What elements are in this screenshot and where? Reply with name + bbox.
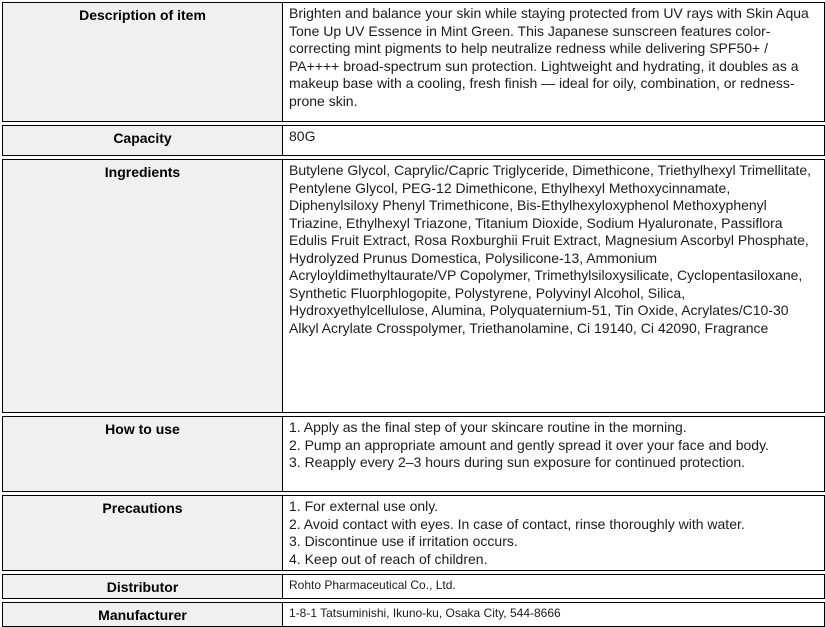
how-to-use-step-3: 3. Reapply every 2–3 hours during sun exposure for continued protection. [289,454,746,470]
precaution-2: 2. Avoid contact with eyes. In case of contact, rinse thoroughly with water. [289,515,745,532]
how-to-use-step-2: 2. Pump an appropriate amount and gently spread it over your face and body. [289,436,769,453]
table-row-precautions [2,495,825,571]
table-row-distributor [2,574,825,599]
row-value-how-to-use [283,416,825,492]
row-label-description: Description of item [2,2,283,122]
row-label-ingredients: Ingredients [2,159,283,413]
row-label-distributor: Distributor [2,574,283,599]
precaution-1: 1. For external use only. [289,498,439,514]
row-value-ingredients: Butylene Glycol, Caprylic/Capric Triglyceride, Dimethicone, Triethylhexyl Trimellitate, Pentylene Glycol, PEG-12 Dimethicone, Ethylhexyl Methoxycinnamate, Diphenylsiloxy Phenyl Trimethicone, Bis-Ethylhexyloxyphenol Methoxyphenyl Triazine, Ethylhexyl Triazone, Titanium Dioxide, Sodium Hyaluronate, Passiflora Edulis Fruit Extract, Rosa Roxburghii Fruit Extract, Magnesium Ascorbyl Phosphate, Hydrolyzed Prunus Domestica, Polysilicone-13, Ammonium Acryloyldimethyltaurate/VP Copolymer, Trimethylsiloxysilicate, Cyclopentasiloxane, Synthetic Fluorphlogopite, Polystyrene, Polyvinyl Alcohol, Silica, Hydroxyethylcellulose, Alumina, Polyquaternium-51, Tin Oxide, Acrylates/C10-30 Alkyl Acrylate Crosspolymer, Triethanolamine, Ci 19140, Ci 42090, Fragrance [283,159,825,413]
row-label-precautions: Precautions [2,495,283,571]
how-to-use-step-1: 1. Apply as the final step of your skincare routine in the morning. [289,419,687,435]
row-value-description: Brighten and balance your skin while staying protected from UV rays with Skin Aqua Tone Up UV Essence in Mint Green. This Japanese sunscreen features color-correcting mint pigments to help neutralize redness while delivering SPF50+ / PA++++ broad-spectrum sun protection. Lightweight and hydrating, it doubles as a makeup base with a cooling, fresh finish — ideal for oily, combination, or redness-prone skin. [283,2,825,122]
row-label-how-to-use: How to use [2,416,283,492]
row-value-distributor: Rohto Pharmaceutical Co., Ltd. [283,574,825,599]
row-value-precautions [283,495,825,571]
table-row-ingredients [2,159,825,413]
row-value-manufacturer: 1-8-1 Tatsuminishi, Ikuno-ku, Osaka City, 544-8666 [283,602,825,627]
precaution-4: 4. Keep out of reach of children. [289,550,488,567]
precaution-3: 3. Discontinue use if irritation occurs. [289,533,518,549]
table-row-how-to-use [2,416,825,492]
row-label-manufacturer: Manufacturer [2,602,283,627]
row-label-capacity: Capacity [2,125,283,156]
table-row-description [2,2,825,122]
table-row-capacity [2,125,825,156]
row-value-capacity: 80G [283,125,825,156]
product-spec-table [2,2,825,627]
table-row-manufacturer [2,602,825,627]
